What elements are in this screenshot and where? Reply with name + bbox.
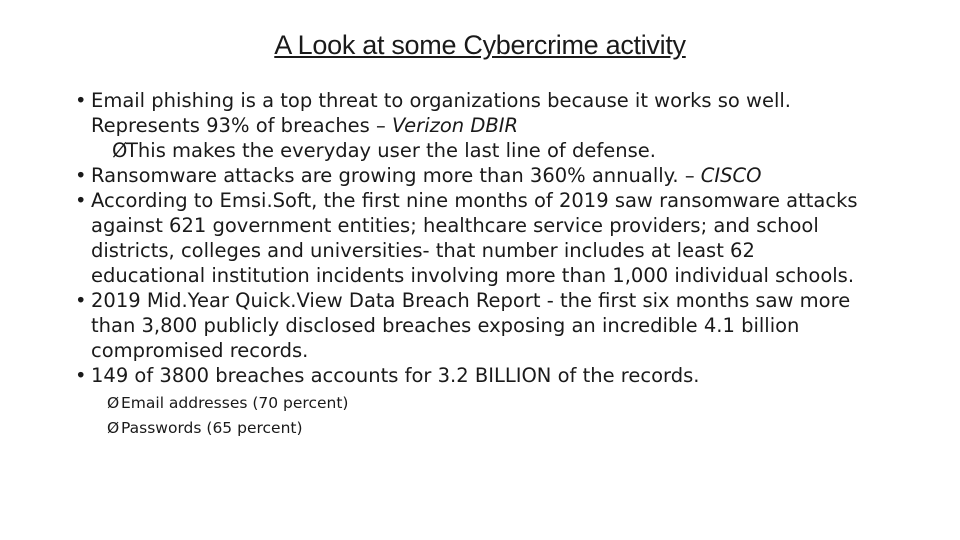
sub-bullet-text: This makes the everyday user the last line of defense. (126, 139, 656, 162)
bullet-item-ransomware (75, 163, 875, 188)
sub-bullet-item-passwords (75, 416, 875, 441)
slide-title: A Look at some Cybercrime activity (274, 30, 686, 60)
bullet-source: CISCO (700, 164, 762, 187)
bullet-item-breach-report (75, 288, 875, 363)
sub-bullet-text: Passwords (65 percent) (121, 419, 303, 437)
bullet-text: 149 of 3800 breaches accounts for 3.2 BILLION of the records. (91, 364, 700, 387)
sub-bullet-text: Email addresses (70 percent) (121, 394, 349, 412)
sub-bullet-item-email (75, 391, 875, 416)
bullet-dot: • (75, 164, 87, 187)
bullet-item-emsisoft (75, 188, 875, 288)
bullet-dot: • (75, 89, 87, 112)
arrow-bullet-icon: Ø (107, 419, 120, 437)
slide-content (75, 88, 875, 441)
bullet-source: Verizon DBIR (391, 114, 519, 137)
bullet-item-billion-records (75, 363, 875, 388)
bullet-item-phishing (75, 88, 875, 138)
bullet-text: Email phishing is a top threat to organizations because it works so well. Represents 93% of breaches – (91, 89, 792, 137)
arrow-bullet-icon: Ø (107, 394, 120, 412)
bullet-text: Ransomware attacks are growing more than 360% annually. – (91, 164, 701, 187)
bullet-dot: • (75, 189, 87, 212)
bullet-text: 2019 Mid.Year Quick.View Data Breach Report - the first six months saw more than 3,800 publicly disclosed breaches exposing an incredible 4.1 billion compromised records. (91, 289, 851, 362)
arrow-bullet-icon: Ø (112, 139, 128, 162)
bullet-dot: • (75, 289, 87, 312)
sub-bullet-item (75, 138, 875, 163)
bullet-text: According to Emsi.Soft, the first nine months of 2019 saw ransomware attacks against 621 government entities; healthcare service providers; and school districts, colleges and universities- that number includes at least 62 educational institution incidents involving more than 1,000 individual schools. (91, 189, 858, 287)
bullet-dot: • (75, 364, 87, 387)
